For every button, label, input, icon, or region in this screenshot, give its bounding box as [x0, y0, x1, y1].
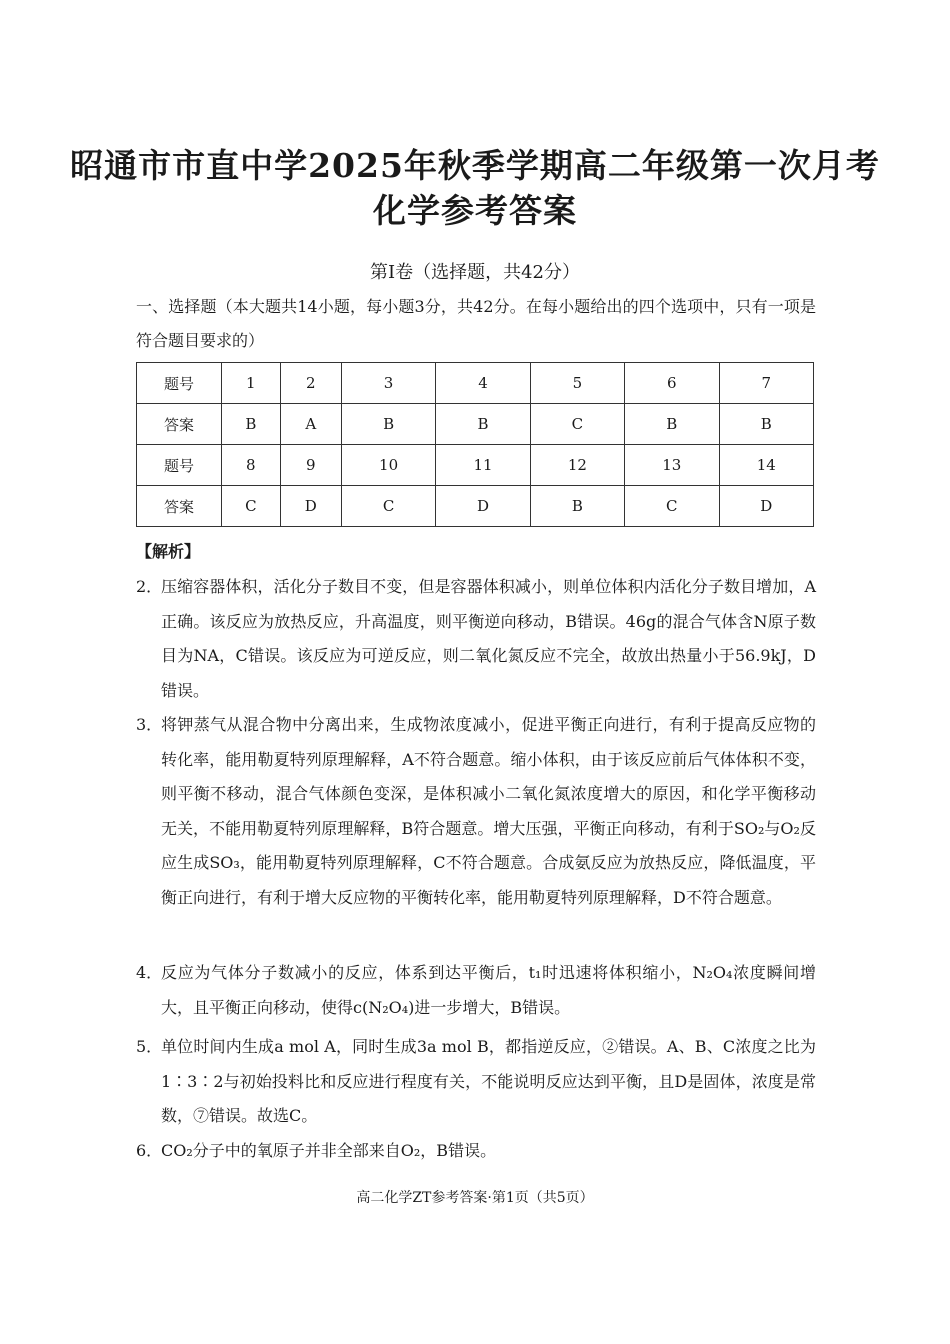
table-cell: C — [625, 486, 719, 527]
table-row — [137, 486, 814, 527]
analysis-item-2 — [136, 570, 816, 708]
item-text: 将钾蒸气从混合物中分离出来，生成物浓度减小，促进平衡正向进行，有利于提高反应物的转化率，能用勒夏特列原理解释，A不符合题意。缩小体积，由于该反应前后气体体积不变，则平衡不移动，混合气体颜色变深，是体积减小二氧化氮浓度增大的原因，和化学平衡移动无关，不能用勒夏特列原理解释，B符合题意。增大压强，平衡正向移动，有利于SO₂与O₂反应生成SO₃，能用勒夏特列原理解释，C不符合题意。合成氨反应为放热反应，降低温度，平衡正向进行，有利于增大反应物的平衡转化率，能用勒夏特列原理解释，D不符合题意。 — [161, 715, 816, 907]
row-label: 题号 — [137, 363, 222, 404]
analysis-heading: 【解析】 — [136, 542, 201, 561]
table-cell: 14 — [719, 445, 814, 486]
table-cell: 11 — [436, 445, 530, 486]
table-cell: B — [530, 486, 624, 527]
table-row — [137, 445, 814, 486]
table-row — [137, 363, 814, 404]
table-cell: B — [222, 404, 281, 445]
table-cell: 12 — [530, 445, 624, 486]
item-number: 2． — [136, 577, 163, 596]
table-cell: 1 — [222, 363, 281, 404]
answer-table — [136, 362, 814, 527]
table-cell: 3 — [341, 363, 435, 404]
section-title: 第Ⅰ卷（选择题，共42分） — [369, 262, 580, 283]
item-text: 反应为气体分子数减小的反应，体系到达平衡后，t₁时迅速将体积缩小，N₂O₄浓度瞬间增大，且平衡正向移动，使得c(N₂O₄)进一步增大，B错误。 — [161, 963, 816, 1017]
analysis-item-4 — [136, 956, 816, 1025]
table-cell: C — [222, 486, 281, 527]
table-cell: 2 — [280, 363, 341, 404]
row-label: 答案 — [137, 404, 222, 445]
table-cell: 6 — [625, 363, 719, 404]
table-cell: D — [280, 486, 341, 527]
table-cell: B — [719, 404, 814, 445]
analysis-item-3 — [136, 708, 816, 915]
row-label: 题号 — [137, 445, 222, 486]
table-cell: B — [341, 404, 435, 445]
table-cell: 8 — [222, 445, 281, 486]
table-cell: 10 — [341, 445, 435, 486]
page-footer: 高二化学ZT参考答案·第1页（共5页） — [356, 1190, 594, 1206]
row-label: 答案 — [137, 486, 222, 527]
table-cell: C — [530, 404, 624, 445]
item-number: 3． — [136, 715, 163, 734]
section-intro: 一、选择题（本大题共14小题，每小题3分，共42分。在每小题给出的四个选项中，只有一项是符合题目要求的） — [136, 297, 816, 350]
table-cell: 9 — [280, 445, 341, 486]
table-cell: 4 — [436, 363, 530, 404]
item-text: 压缩容器体积，活化分子数目不变，但是容器体积减小，则单位体积内活化分子数目增加，A正确。该反应为放热反应，升高温度，则平衡逆向移动，B错误。46g的混合气体含N原子数目为NA，C错误。该反应为可逆反应，则二氧化氮反应不完全，故放出热量小于56.9kJ，D错误。 — [161, 577, 816, 700]
table-cell: B — [625, 404, 719, 445]
item-number: 5． — [136, 1037, 163, 1056]
table-cell: C — [341, 486, 435, 527]
table-cell: 13 — [625, 445, 719, 486]
table-row — [137, 404, 814, 445]
item-number: 4． — [136, 963, 163, 982]
analysis-item-6 — [136, 1134, 816, 1169]
table-cell: D — [719, 486, 814, 527]
table-cell: A — [280, 404, 341, 445]
item-number: 6． — [136, 1141, 163, 1160]
table-cell: 7 — [719, 363, 814, 404]
item-text: 单位时间内生成a mol A，同时生成3a mol B，都指逆反应，②错误。A、B、C浓度之比为1∶3∶2与初始投料比和反应进行程度有关，不能说明反应达到平衡，且D是固体，浓度是常数，⑦错误。故选C。 — [161, 1037, 816, 1125]
exam-title: 昭通市市直中学2025年秋季学期高二年级第一次月考 — [70, 146, 880, 185]
analysis-item-5 — [136, 1030, 816, 1134]
item-text: CO₂分子中的氧原子并非全部来自O₂，B错误。 — [161, 1141, 497, 1160]
table-cell: D — [436, 486, 530, 527]
answer-title: 化学参考答案 — [373, 191, 577, 230]
table-cell: B — [436, 404, 530, 445]
table-cell: 5 — [530, 363, 624, 404]
